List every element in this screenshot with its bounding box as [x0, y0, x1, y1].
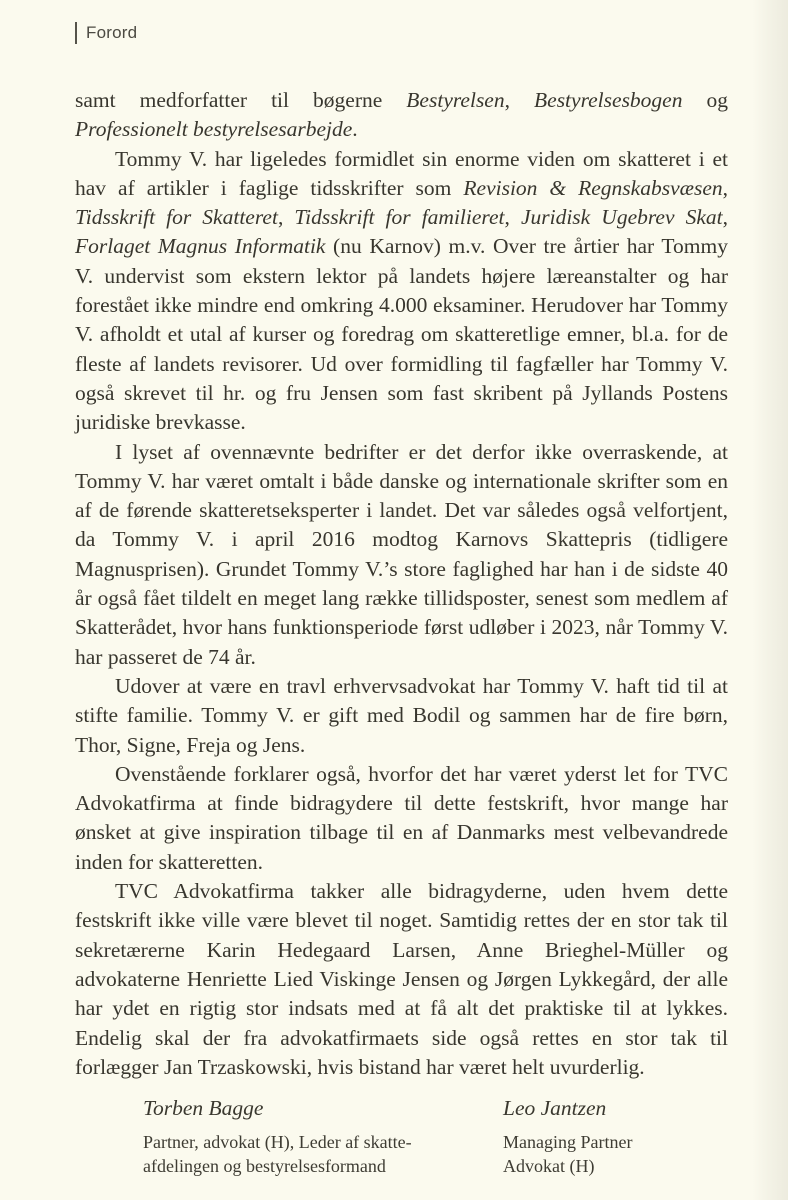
signature-right-title-line2: Advokat (H) — [503, 1155, 595, 1176]
paragraph — [75, 145, 728, 438]
signature-left — [143, 1096, 503, 1178]
header-bar-icon — [75, 22, 77, 44]
text-run: samt medforfatter til bøgerne — [75, 88, 407, 112]
text-run: , — [722, 205, 728, 230]
italic-run: Professionelt bestyrelsesarbejde — [75, 117, 353, 142]
header-title: Forord — [86, 23, 138, 42]
body-text — [75, 86, 728, 1082]
text-run: Ovenstående forklarer også, hvorfor det har været yderst let for TVC Advokatfirma at finde bidragydere til dette festskrift, hvor mange har ønsket at give inspiration tilbage til en af Danmarks mest velbevandrede inden for skatteretten. — [75, 761, 728, 874]
text-run: , — [504, 88, 535, 112]
italic-run: Revision & Regnskabsvæsen — [463, 175, 723, 200]
text-run: I lyset af ovennævnte bedrifter er det derfor ikke overraskende, at Tommy V. har været omtalt i både danske og internationale skrifter som en af de førende skatteretseksperter i landet. Det var således også velfortjent, da Tommy V. i april 2016 modtog Karnovs Skattepris (tidligere Magnusprisen). Grundet Tommy V.’s store faglighed har han i de sidste 40 år også fået tildelt en meget lang række tillidsposter, senest som medlem af Skatterådet, hvor hans funktionsperiode først udløber i 2023, når Tommy V. har passeret de 74 år. — [75, 439, 728, 669]
paragraph — [75, 877, 728, 1082]
signature-left-title-line2: afdelingen og bestyrelsesformand — [143, 1155, 386, 1176]
italic-run: Forlaget Magnus Informatik — [75, 234, 326, 259]
text-run: og — [682, 88, 729, 112]
italic-run: Bestyrelsesbogen — [534, 88, 683, 112]
paragraph — [75, 760, 728, 877]
text-run: Tommy V. har ligeledes formidlet sin enorme viden om skatteret i et hav af artikler i faglige tidsskrifter som — [75, 146, 728, 200]
text-run: , — [504, 205, 521, 230]
italic-run: Tidsskrift for Skatteret — [75, 205, 278, 230]
italic-run: Bestyrelsen — [406, 88, 505, 112]
italic-run: Juridisk Ugebrev Skat — [520, 205, 723, 230]
signature-right-title-line1: Managing Partner — [503, 1132, 633, 1152]
text-run: . — [352, 117, 358, 142]
paragraph — [75, 86, 728, 145]
text-run: , — [722, 175, 728, 200]
text-run: TVC Advokatfirma takker alle bidragyderne, uden hvem dette festskrift ikke ville være blevet til noget. Samtidig rettes der en stor tak til sekretærerne Karin Hedegaard Larsen, Anne Brieghel-Müller og advokaterne Henriette Lied Viskinge Jensen og Jørgen Lykkegård, der alle har ydet en rigtig stor indsats med at få alt det praktiske til at lykkes. Endelig skal der fra advokatfirmaets side også rettes en stor tak til forlægger Jan Trzaskowski, hvis bistand har været helt uvurderlig. — [75, 879, 728, 1079]
italic-run: Tidsskrift for familieret — [294, 205, 505, 230]
paragraph — [75, 672, 728, 760]
signature-block — [143, 1096, 713, 1178]
signature-right-name: Leo Jantzen — [503, 1096, 607, 1120]
text-run: (nu Karnov) m.v. Over tre årtier har Tommy V. undervist som ekstern lektor på landets højere læreanstalter og har forestået ikke mindre end omkring 4.000 eksaminer. Herudover har Tommy V. afholdt et utal af kurser og foredrag om skatteretlige emner, bl.a. for de fleste af landets revisorer. Ud over formidling til fagfæller har Tommy V. også skrevet til hr. og fru Jensen som fast skribent på Jyllands Postens juridiske brevkasse. — [75, 234, 728, 435]
signature-right — [503, 1096, 713, 1178]
text-run: Udover at være en travl erhvervsadvokat har Tommy V. haft tid til at stifte familie. Tommy V. er gift med Bodil og sammen har de fire børn, Thor, Signe, Freja og Jens. — [75, 673, 728, 757]
text-run: , — [277, 205, 295, 230]
paragraph — [75, 438, 728, 672]
signature-left-name: Torben Bagge — [143, 1096, 264, 1120]
signature-left-title-line1: Partner, advokat (H), Leder af skatte- — [143, 1132, 412, 1152]
page-edge-shading — [752, 0, 788, 1200]
running-header — [75, 22, 137, 44]
